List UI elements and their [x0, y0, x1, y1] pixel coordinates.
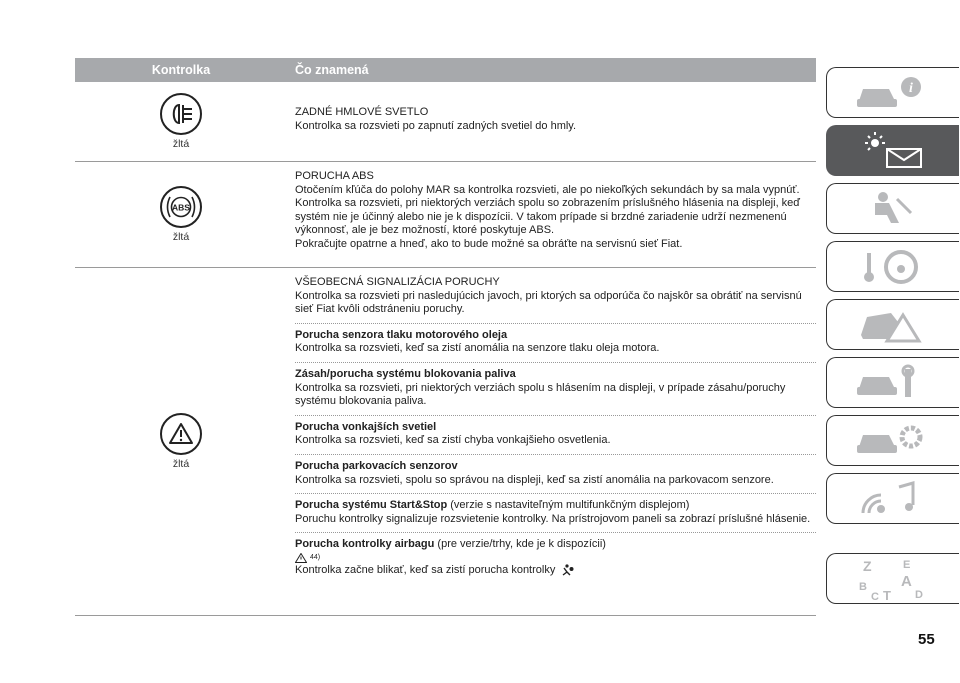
header-col-co-znamena: Čo znamená — [295, 63, 369, 77]
sub-text: Kontrolka začne blikať, keď sa zistí porucha kontrolky — [295, 564, 556, 576]
multimedia-icon — [853, 479, 933, 519]
color-label: žltá — [172, 231, 190, 243]
technical-data-gears-icon — [853, 421, 933, 461]
abs-icon-label: ABS — [172, 202, 190, 213]
sub-section — [295, 323, 816, 356]
description-cell — [287, 162, 816, 267]
row-title: ZADNÉ HMLOVÉ SVETLO — [295, 106, 429, 118]
sub-section — [295, 362, 816, 409]
index-letter: B — [859, 580, 867, 593]
note-reference: 44) — [310, 554, 321, 561]
index-letter: A — [901, 572, 912, 590]
sub-heading: Porucha senzora tlaku motorového oleja — [295, 328, 508, 341]
tab-maintenance[interactable] — [826, 357, 959, 408]
sub-heading: Porucha kontrolky airbagu — [295, 538, 435, 551]
sub-text-line — [295, 564, 816, 578]
warning-lights-table — [75, 58, 816, 616]
row-text-2: Pokračujte opatrne a hneď, ako to bude možné sa obráťte na servisnú sieť Fiat. — [295, 237, 683, 250]
table-row — [75, 268, 816, 616]
index-letter: E — [903, 558, 911, 571]
tab-multimedia[interactable] — [826, 473, 959, 524]
header-col-kontrolka: Kontrolka — [151, 63, 211, 77]
description-cell — [287, 82, 816, 161]
icon-cell — [75, 162, 287, 267]
sub-section — [295, 454, 816, 487]
warning-light-message-icon — [853, 131, 933, 171]
note-line — [295, 552, 816, 564]
key-steering-wheel-icon — [853, 247, 933, 287]
row-text: Otočením kľúča do polohy MAR sa kontrolka rozsvieti, ale po niekoľkých sekundách by sa mala vypnúť. Kontrolka sa rozsvieti, pri niektorých verziách spolu so zobrazením príslušného hlásenia na displeji, keď systém nie je účinný alebo nie je k dispozícii. V takom prípade si brzdné zariadenie udrží nezmenenú výkonnosť, ale je bez možností, ktoré poskytuje ABS. — [295, 183, 801, 237]
row-text: Kontrolka sa rozsvieti po zapnutí zadných svetiel do hmly. — [295, 119, 577, 132]
icon-cell — [75, 268, 287, 615]
index-letter: T — [883, 587, 891, 602]
airbag-person-icon — [560, 564, 574, 576]
table-row — [75, 82, 816, 162]
sub-heading-suffix: (verzie s nastaviteľným multifunkčným displejom) — [447, 499, 690, 512]
rear-fog-light-icon — [160, 93, 202, 135]
row-text: Kontrolka sa rozsvieti pri nasledujúcich javoch, pri ktorých sa odporúča čo najskôr sa obrátiť na servisnú sieť Fiat kvôli odstráneniu poruchy. — [295, 289, 802, 316]
sub-text: Kontrolka sa rozsvieti, keď sa zistí anomália na senzore tlaku oleja motora. — [295, 342, 660, 355]
tab-starting-driving[interactable] — [826, 241, 959, 292]
sub-text: Kontrolka sa rozsvieti, pri niektorých verziách spolu s hlásením na displeji, v prípade zásahu/poruchy systému blokovania paliva. — [295, 381, 786, 408]
index-letter: C — [871, 590, 879, 602]
seat-airbag-icon — [853, 189, 933, 229]
sub-heading: Porucha parkovacích senzorov — [295, 459, 458, 472]
color-label: žltá — [172, 458, 190, 470]
sub-section — [295, 415, 816, 448]
row-title: PORUCHA ABS — [295, 170, 374, 182]
sub-section — [295, 532, 816, 577]
sub-heading-line — [295, 538, 816, 552]
car-hazard-icon — [853, 305, 933, 345]
car-wrench-icon — [853, 363, 933, 403]
description-cell — [287, 268, 816, 615]
abs-warning-icon — [160, 186, 202, 228]
warning-triangle-icon — [295, 553, 307, 563]
tab-index[interactable] — [826, 553, 959, 604]
sub-text: Kontrolka sa rozsvieti, spolu so správou na displeji, keď sa zistí anomália na parkovacom senzore. — [295, 473, 774, 486]
table-row — [75, 162, 816, 268]
svg-text:i: i — [909, 80, 913, 96]
color-label: žltá — [172, 138, 190, 150]
icon-cell — [75, 82, 287, 161]
sub-heading: Zásah/porucha systému blokovania paliva — [295, 367, 516, 380]
sub-heading: Porucha vonkajších svetiel — [295, 420, 437, 433]
sub-section — [295, 493, 816, 526]
page-number: 55 — [918, 631, 935, 648]
sub-text: Poruchu kontrolky signalizuje rozsvietenie kontrolky. Na prístrojovom paneli sa zobrazí príslušné hlásenie. — [295, 512, 811, 525]
sub-heading: Porucha systému Start&Stop — [295, 499, 448, 512]
sub-heading-suffix: (pre verzie/trhy, kde je k dispozícii) — [434, 538, 606, 551]
tab-safety-lights[interactable] — [826, 125, 959, 176]
alphabetical-index-icon — [853, 556, 933, 602]
tab-technical-data[interactable] — [826, 415, 959, 466]
tab-dashboard[interactable] — [826, 67, 959, 118]
tab-seats-airbags[interactable] — [826, 183, 959, 234]
general-failure-warning-icon — [160, 413, 202, 455]
sub-heading-line — [295, 499, 816, 513]
row-title: VŠEOBECNÁ SIGNALIZÁCIA PORUCHY — [295, 276, 500, 288]
table-header — [75, 58, 816, 82]
tab-emergency[interactable] — [826, 299, 959, 350]
car-info-icon — [853, 73, 933, 113]
sub-text: Kontrolka sa rozsvieti, keď sa zistí chyba vonkajšieho osvetlenia. — [295, 434, 611, 447]
index-letter: Z — [863, 557, 872, 574]
index-letter: D — [915, 588, 923, 601]
